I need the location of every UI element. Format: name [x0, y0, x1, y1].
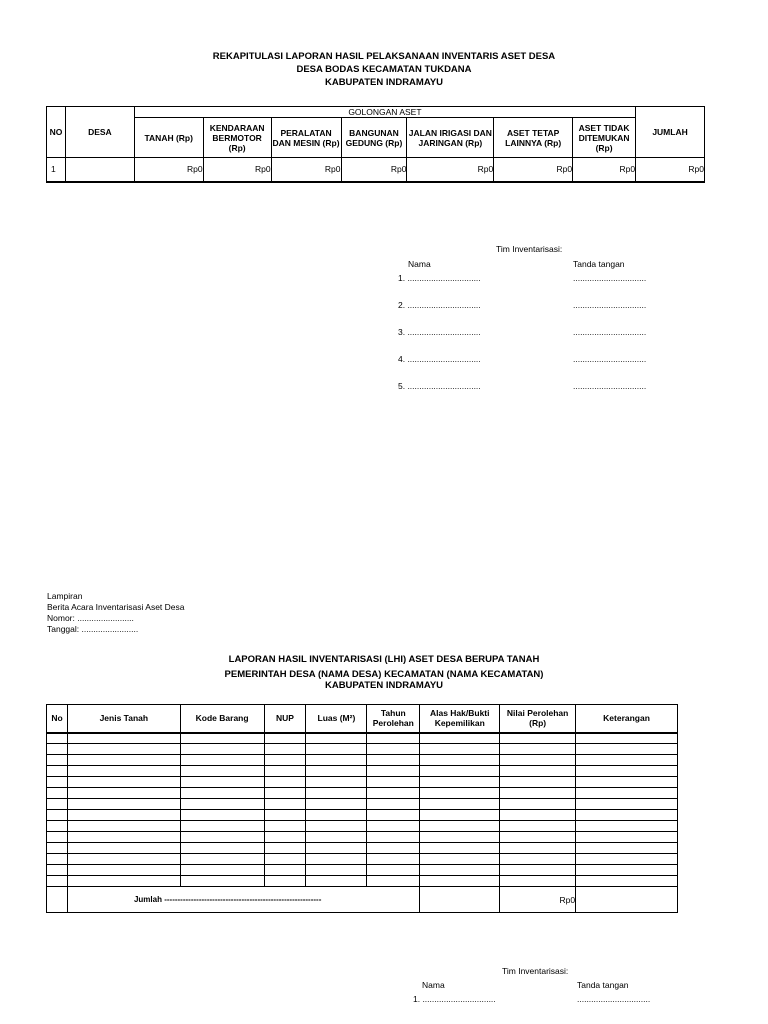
lhi-empty-cell — [180, 788, 264, 799]
team1-name-2: 2. ............................... — [398, 300, 481, 310]
lampiran-tanggal: Tanggal: ........................ — [47, 624, 139, 634]
lhi-col-jenis-tanah: Jenis Tanah — [67, 705, 180, 733]
report1-title-line1: REKAPITULASI LAPORAN HASIL PELAKSANAAN INVENTARIS ASET DESA — [212, 51, 556, 62]
lhi-empty-cell — [576, 733, 678, 744]
lhi-empty-cell — [47, 744, 68, 755]
lhi-empty-cell — [500, 755, 576, 766]
lhi-empty-cell — [420, 799, 500, 810]
lhi-col-keterangan: Keterangan — [576, 705, 678, 733]
team1-sig-2: ............................... — [573, 300, 647, 310]
lhi-empty-cell — [367, 777, 420, 788]
report2-title-line1: LAPORAN HASIL INVENTARISASI (LHI) ASET DESA BERUPA TANAH — [228, 654, 540, 665]
col-jumlah: JUMLAH — [636, 107, 705, 158]
lhi-empty-cell — [367, 766, 420, 777]
team1-nama-label: Nama — [408, 259, 431, 269]
lhi-empty-cell — [576, 799, 678, 810]
lhi-empty-cell — [180, 733, 264, 744]
report2-title-line3: KABUPATEN INDRAMAYU — [324, 680, 444, 691]
col-tanah: TANAH (Rp) — [134, 118, 203, 158]
lhi-empty-cell — [500, 865, 576, 876]
lhi-empty-cell — [306, 865, 367, 876]
lhi-empty-cell — [306, 799, 367, 810]
lhi-empty-cell — [420, 832, 500, 843]
lhi-empty-cell — [576, 810, 678, 821]
lhi-empty-cell — [420, 821, 500, 832]
lhi-empty-cell — [500, 744, 576, 755]
lhi-empty-cell — [500, 766, 576, 777]
lhi-empty-cell — [180, 865, 264, 876]
lhi-empty-cell — [47, 832, 68, 843]
row-desa — [65, 158, 134, 182]
lhi-empty-cell — [180, 744, 264, 755]
lhi-empty-cell — [67, 832, 180, 843]
lhi-empty-cell — [180, 832, 264, 843]
lhi-col-kode-barang: Kode Barang — [180, 705, 264, 733]
col-no: NO — [47, 107, 66, 158]
lhi-empty-cell — [47, 821, 68, 832]
lhi-empty-cell — [500, 821, 576, 832]
lampiran-block — [47, 591, 185, 635]
report1-title-line2: DESA BODAS KECAMATAN TUKDANA — [296, 64, 472, 75]
lhi-empty-row — [47, 766, 678, 777]
lhi-empty-cell — [264, 777, 306, 788]
row-peralatan: Rp0 — [271, 158, 341, 182]
lhi-empty-cell — [264, 733, 306, 744]
lhi-empty-cell — [500, 733, 576, 744]
lhi-empty-cell — [367, 788, 420, 799]
lhi-empty-cell — [264, 766, 306, 777]
lhi-empty-cell — [47, 843, 68, 854]
col-peralatan: PERALATAN DAN MESIN (Rp) — [271, 118, 341, 158]
lhi-empty-cell — [67, 788, 180, 799]
lhi-empty-cell — [47, 854, 68, 865]
lhi-empty-cell — [180, 766, 264, 777]
row-aset-tetap: Rp0 — [494, 158, 573, 182]
team2-sig-1: ............................... — [577, 994, 651, 1004]
lhi-empty-cell — [67, 744, 180, 755]
lhi-empty-cell — [264, 788, 306, 799]
lhi-empty-cell — [180, 799, 264, 810]
lhi-col-nilai: Nilai Perolehan (Rp) — [500, 705, 576, 733]
lhi-empty-cell — [420, 744, 500, 755]
lhi-empty-cell — [180, 810, 264, 821]
col-kendaraan: KENDARAAN BERMOTOR (Rp) — [203, 118, 271, 158]
lhi-empty-cell — [576, 766, 678, 777]
lhi-empty-cell — [47, 810, 68, 821]
lhi-empty-cell — [500, 777, 576, 788]
lhi-col-no: No — [47, 705, 68, 733]
lhi-col-alas-hak: Alas Hak/Bukti Kepemilikan — [420, 705, 500, 733]
lhi-empty-cell — [180, 821, 264, 832]
lhi-total-alas — [420, 887, 500, 913]
lhi-empty-cell — [500, 810, 576, 821]
lhi-empty-cell — [576, 744, 678, 755]
row-jalan: Rp0 — [407, 158, 494, 182]
lhi-empty-row — [47, 832, 678, 843]
lhi-empty-cell — [420, 766, 500, 777]
lhi-empty-cell — [264, 821, 306, 832]
lhi-empty-row — [47, 799, 678, 810]
lhi-empty-row — [47, 821, 678, 832]
lhi-empty-cell — [420, 810, 500, 821]
recap-table — [46, 106, 705, 183]
lhi-empty-cell — [67, 854, 180, 865]
lhi-empty-cell — [180, 755, 264, 766]
lhi-empty-cell — [264, 876, 306, 887]
lampiran-label: Lampiran — [47, 591, 83, 601]
lhi-empty-cell — [576, 865, 678, 876]
lhi-empty-cell — [576, 843, 678, 854]
lhi-empty-cell — [367, 865, 420, 876]
lhi-empty-cell — [576, 854, 678, 865]
team1-sig-1: ............................... — [573, 273, 647, 283]
team2-name-1: 1. ............................... — [413, 994, 496, 1004]
lhi-empty-cell — [367, 755, 420, 766]
team1-sig-5: ............................... — [573, 381, 647, 391]
lhi-empty-cell — [47, 733, 68, 744]
lhi-empty-cell — [367, 821, 420, 832]
lhi-empty-cell — [264, 744, 306, 755]
team1-sig-3: ............................... — [573, 327, 647, 337]
lhi-empty-cell — [47, 755, 68, 766]
lhi-empty-cell — [67, 876, 180, 887]
col-golongan-aset: GOLONGAN ASET — [134, 107, 635, 118]
lhi-empty-cell — [500, 832, 576, 843]
lhi-empty-cell — [180, 854, 264, 865]
lhi-empty-cell — [367, 876, 420, 887]
lhi-empty-cell — [67, 799, 180, 810]
lhi-empty-row — [47, 744, 678, 755]
report2-title-line2: PEMERINTAH DESA (NAMA DESA) KECAMATAN (NAMA KECAMATAN) — [224, 669, 544, 680]
lhi-empty-cell — [264, 799, 306, 810]
lhi-empty-cell — [500, 788, 576, 799]
col-bangunan: BANGUNAN GEDUNG (Rp) — [341, 118, 407, 158]
lhi-empty-cell — [306, 766, 367, 777]
lhi-total-no — [47, 887, 68, 913]
lhi-empty-cell — [306, 788, 367, 799]
lhi-empty-cell — [367, 799, 420, 810]
lhi-empty-row — [47, 865, 678, 876]
lhi-empty-cell — [367, 832, 420, 843]
lhi-empty-cell — [67, 766, 180, 777]
lhi-empty-cell — [420, 865, 500, 876]
lhi-empty-cell — [500, 843, 576, 854]
lhi-empty-cell — [420, 788, 500, 799]
lhi-empty-row — [47, 777, 678, 788]
lhi-empty-cell — [67, 810, 180, 821]
lhi-empty-cell — [264, 865, 306, 876]
team1-name-4: 4. ............................... — [398, 354, 481, 364]
lhi-empty-cell — [67, 733, 180, 744]
lhi-empty-cell — [47, 788, 68, 799]
lhi-empty-cell — [500, 876, 576, 887]
lhi-empty-cell — [576, 777, 678, 788]
lhi-empty-cell — [306, 755, 367, 766]
lhi-empty-row — [47, 876, 678, 887]
lhi-empty-row — [47, 810, 678, 821]
lhi-empty-cell — [420, 854, 500, 865]
lhi-empty-cell — [67, 755, 180, 766]
lhi-empty-cell — [47, 865, 68, 876]
report1-title-line3: KABUPATEN INDRAMAYU — [324, 77, 444, 88]
lhi-empty-cell — [576, 832, 678, 843]
lhi-empty-cell — [306, 876, 367, 887]
team1-sig-4: ............................... — [573, 354, 647, 364]
lhi-empty-cell — [306, 832, 367, 843]
lhi-empty-cell — [67, 843, 180, 854]
team1-name-5: 5. ............................... — [398, 381, 481, 391]
lhi-empty-cell — [420, 755, 500, 766]
team1-ttd-label: Tanda tangan — [573, 259, 625, 269]
lhi-empty-cell — [576, 821, 678, 832]
lhi-col-nup: NUP — [264, 705, 306, 733]
lhi-empty-cell — [576, 876, 678, 887]
col-aset-tidak: ASET TIDAK DITEMUKAN (Rp) — [573, 118, 636, 158]
lhi-empty-cell — [367, 843, 420, 854]
lhi-empty-cell — [367, 810, 420, 821]
lhi-empty-row — [47, 843, 678, 854]
lhi-empty-row — [47, 854, 678, 865]
lhi-empty-cell — [367, 854, 420, 865]
lhi-empty-cell — [367, 733, 420, 744]
row-aset-tidak: Rp0 — [573, 158, 636, 182]
lhi-empty-cell — [47, 777, 68, 788]
row-jumlah: Rp0 — [636, 158, 705, 182]
team2-ttd-label: Tanda tangan — [577, 980, 629, 990]
lhi-empty-cell — [420, 843, 500, 854]
lhi-empty-cell — [576, 755, 678, 766]
team2-nama-label: Nama — [422, 980, 445, 990]
lhi-col-luas: Luas (M²) — [306, 705, 367, 733]
row-no: 1 — [47, 158, 66, 182]
lhi-empty-cell — [47, 799, 68, 810]
lhi-empty-cell — [306, 810, 367, 821]
lhi-empty-cell — [67, 821, 180, 832]
lhi-empty-cell — [264, 810, 306, 821]
lhi-empty-cell — [576, 788, 678, 799]
lhi-empty-cell — [67, 777, 180, 788]
lhi-total-label: Jumlah ----------------------------------------------------------- — [67, 887, 419, 913]
lhi-empty-cell — [306, 744, 367, 755]
team1-name-3: 3. ............................... — [398, 327, 481, 337]
lhi-total-value: Rp0 — [500, 887, 576, 913]
row-bangunan: Rp0 — [341, 158, 407, 182]
lhi-empty-row — [47, 755, 678, 766]
lhi-empty-row — [47, 788, 678, 799]
lhi-empty-cell — [306, 854, 367, 865]
row-tanah: Rp0 — [134, 158, 203, 182]
lhi-empty-cell — [367, 744, 420, 755]
lhi-empty-cell — [67, 865, 180, 876]
lhi-empty-cell — [180, 876, 264, 887]
lhi-empty-cell — [306, 843, 367, 854]
lhi-col-tahun: Tahun Perolehan — [367, 705, 420, 733]
team1-heading: Tim Inventarisasi: — [496, 244, 563, 254]
lhi-empty-cell — [420, 876, 500, 887]
lhi-empty-cell — [264, 843, 306, 854]
team1-name-1: 1. ............................... — [398, 273, 481, 283]
lhi-empty-cell — [264, 854, 306, 865]
lhi-empty-cell — [180, 777, 264, 788]
lhi-empty-cell — [180, 843, 264, 854]
lhi-empty-cell — [264, 832, 306, 843]
lhi-table — [46, 704, 678, 913]
lhi-empty-cell — [420, 777, 500, 788]
lampiran-nomor: Nomor: ........................ — [47, 613, 134, 623]
lhi-total-ket — [576, 887, 678, 913]
lhi-empty-row — [47, 733, 678, 744]
lhi-empty-cell — [264, 755, 306, 766]
lhi-empty-cell — [420, 733, 500, 744]
lhi-empty-cell — [47, 766, 68, 777]
lhi-empty-cell — [500, 854, 576, 865]
row-kendaraan: Rp0 — [203, 158, 271, 182]
lhi-empty-cell — [500, 799, 576, 810]
lhi-empty-cell — [47, 876, 68, 887]
col-desa: DESA — [65, 107, 134, 158]
lhi-empty-cell — [306, 777, 367, 788]
lhi-empty-cell — [306, 821, 367, 832]
col-jalan: JALAN IRIGASI DAN JARINGAN (Rp) — [407, 118, 494, 158]
team2-heading: Tim Inventarisasi: — [502, 966, 569, 976]
lhi-empty-cell — [306, 733, 367, 744]
lampiran-berita-acara: Berita Acara Inventarisasi Aset Desa — [47, 602, 185, 612]
col-aset-tetap: ASET TETAP LAINNYA (Rp) — [494, 118, 573, 158]
